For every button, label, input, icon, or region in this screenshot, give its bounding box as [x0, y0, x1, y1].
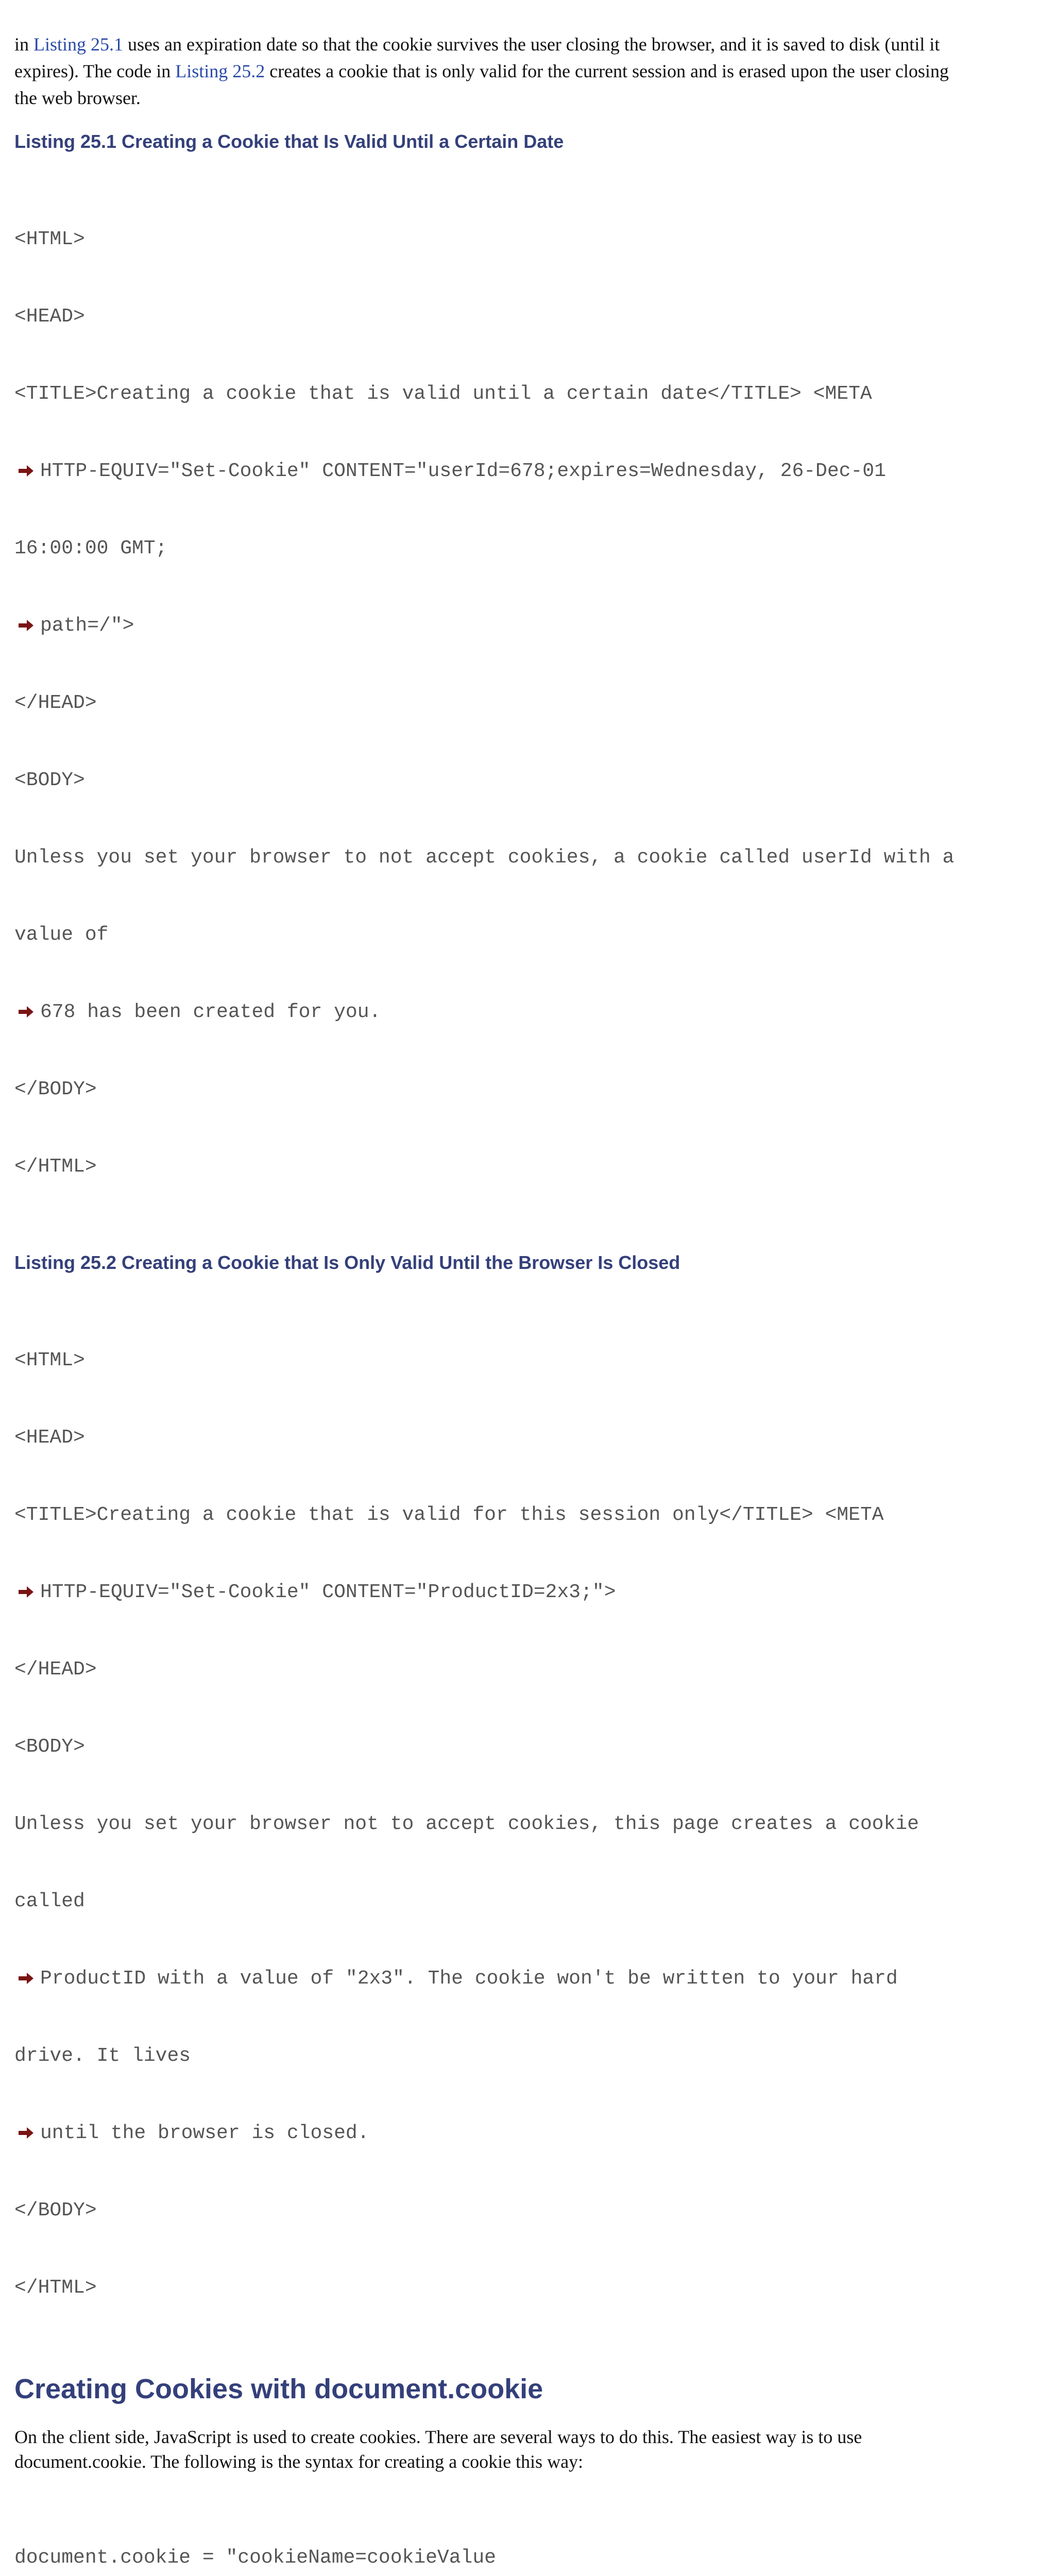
code-line: <TITLE>Creating a cookie that is valid until a certain date</TITLE> <META: [14, 383, 872, 405]
listing-25-1-code: [14, 175, 1041, 1231]
code-line: <HTML>: [14, 1349, 85, 1371]
body-paragraph: [14, 2425, 1041, 2474]
code-line: </BODY>: [14, 2199, 97, 2222]
code-line: <HTML>: [14, 228, 85, 250]
continuation-arrow-icon: [18, 613, 35, 639]
code-line: Unless you set your browser not to accept cookies, this page creates a cookie: [14, 1813, 919, 1835]
code-line-continued: path=/">: [14, 613, 1041, 639]
code-line: <HEAD>: [14, 306, 85, 328]
body-line-2: document.cookie. The following is the syntax for creating a cookie this way:: [14, 2451, 584, 2472]
intro-text-4: creates a cookie that is only valid for the current session and is erased upon the user closing: [265, 61, 949, 81]
listing-25-1-link[interactable]: Listing 25.1: [33, 34, 124, 55]
code-line: 16:00:00 GMT;: [14, 537, 167, 560]
code-line: </HEAD>: [14, 1658, 97, 1681]
continuation-arrow-icon: [18, 1966, 35, 1992]
code-line: </HTML>: [14, 1156, 97, 1178]
intro-text-3: expires). The code in: [14, 61, 176, 81]
document-page: [14, 31, 1041, 2576]
code-line: Unless you set your browser to not accept cookies, a cookie called userId with a: [14, 846, 955, 869]
intro-text-5: the web browser.: [14, 88, 141, 108]
code-line-continued: 678 has been created for you.: [14, 999, 1041, 1025]
code-line: </HEAD>: [14, 692, 97, 714]
code-line-continued: until the browser is closed.: [14, 2121, 1041, 2146]
code-line: <BODY>: [14, 1736, 85, 1758]
listing-25-2-code: [14, 1296, 1041, 2352]
code-line: <TITLE>Creating a cookie that is valid for this session only</TITLE> <META: [14, 1504, 884, 1526]
body-line-1: On the client side, JavaScript is used to create cookies. There are several ways to do this. The easiest way is to use: [14, 2427, 862, 2447]
listing-25-2-link[interactable]: Listing 25.2: [175, 61, 265, 81]
listing-25-2-title: Listing 25.2 Creating a Cookie that Is Only Valid Until the Browser Is Closed: [14, 1252, 680, 1273]
intro-paragraph: [14, 31, 1041, 111]
continuation-arrow-icon: [18, 1580, 35, 1605]
code-line-continued: ProductID with a value of "2x3". The cookie won't be written to your hard: [14, 1966, 1041, 1992]
code-line: <HEAD>: [14, 1427, 85, 1449]
code-line: </HTML>: [14, 2277, 97, 2299]
code-line: value of: [14, 924, 109, 946]
intro-text-1: in: [14, 34, 34, 55]
listing-25-1-title: Listing 25.1 Creating a Cookie that Is Valid Until a Certain Date: [14, 131, 564, 152]
intro-text-2: uses an expiration date so that the cookie survives the user closing the browser, and it is saved to disk (until it: [123, 34, 940, 55]
code-line: <BODY>: [14, 769, 85, 791]
continuation-arrow-icon: [18, 459, 35, 484]
continuation-arrow-icon: [18, 2121, 35, 2146]
syntax-code: [14, 2494, 1041, 2576]
code-line: called: [14, 1890, 85, 1912]
section-title: Creating Cookies with document.cookie: [14, 2374, 543, 2404]
code-line: </BODY>: [14, 1078, 97, 1100]
code-line-continued: HTTP-EQUIV="Set-Cookie" CONTENT="ProductID=2x3;">: [14, 1580, 1041, 1605]
code-line: drive. It lives: [14, 2045, 191, 2067]
code-line-continued: HTTP-EQUIV="Set-Cookie" CONTENT="userId=678;expires=Wednesday, 26-Dec-01: [14, 459, 1041, 484]
code-line: document.cookie = "cookieName=cookieValue: [14, 2547, 496, 2569]
continuation-arrow-icon: [18, 999, 35, 1025]
